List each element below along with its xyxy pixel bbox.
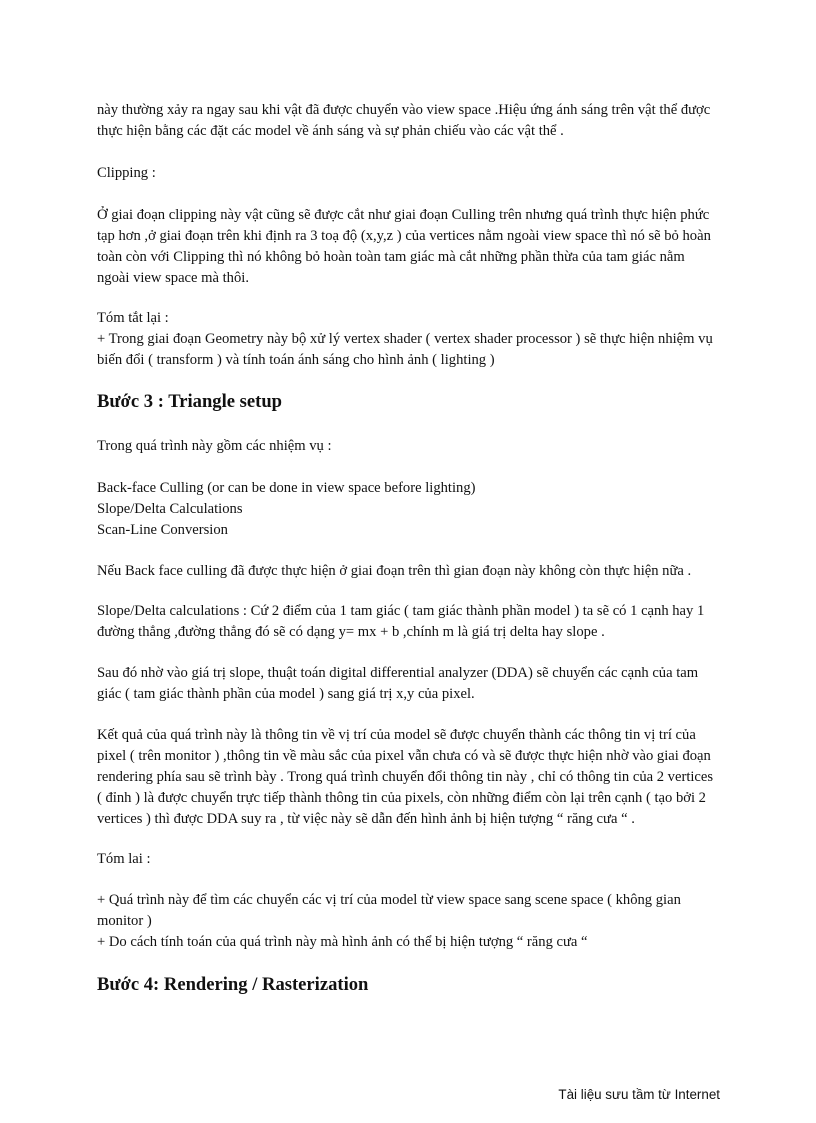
page-footer: Tài liệu sưu tầm từ Internet xyxy=(558,1087,720,1102)
paragraph-lighting: này thường xảy ra ngay sau khi vật đã được chuyển vào view space .Hiệu ứng ánh sáng trên vật thể được thực hiện bằng các đặt các model về ánh sáng và sự phản chiếu vào các vật thể . xyxy=(97,102,711,139)
paragraph-backface-note: Nếu Back face culling đã được thực hiện ở giai đoạn trên thì gian đoạn này không còn thực hiện nữa . xyxy=(97,563,692,579)
paragraph-summary-triangle: + Quá trình này để tìm các chuyển các vị trí của model từ view space sang scene space ( không gian monitor ) + Do cách tính toán của quá trình này mà hình ảnh có thể bị hiện tượng “ răng cưa “ xyxy=(97,892,681,950)
paragraph-summary-geometry: Tóm tắt lại : + Trong giai đoạn Geometry này bộ xử lý vertex shader ( vertex shader processor ) sẽ thực hiện nhiệm vụ biến đổi ( transform ) và tính toán ánh sáng cho hình ảnh ( lighting ) xyxy=(97,310,713,368)
paragraph-clipping: Ở giai đoạn clipping này vật cũng sẽ được cắt như giai đoạn Culling trên nhưng quá trình thực hiện phức tạp hơn ,ở giai đoạn trên khi định ra 3 toạ độ (x,y,z ) của vertices nằm ngoài view space thì nó sẽ bỏ hoàn toàn còn với Clipping thì nó không bỏ hoàn toàn tam giác mà cắt những phần thừa của tam giác nằm ngoài view space mà thôi. xyxy=(97,207,711,286)
paragraph-summary-label: Tóm lai : xyxy=(97,851,151,867)
paragraph-clipping-label: Clipping : xyxy=(97,165,156,181)
paragraph-slope-delta: Slope/Delta calculations : Cứ 2 điểm của 1 tam giác ( tam giác thành phần model ) ta sẽ có 1 cạnh hay 1 đường thẳng ,đường thẳng đó sẽ có dạng y= mx + b ,chính m là giá trị delta hay slope . xyxy=(97,603,705,640)
paragraph-tasks-intro: Trong quá trình này gồm các nhiệm vụ : xyxy=(97,438,332,454)
section-heading-rendering: Bước 4: Rendering / Rasterization xyxy=(97,974,369,995)
paragraph-result: Kết quả của quá trình này là thông tin về vị trí của model sẽ được chuyển thành các thông tin vị trí của pixel ( trên monitor ) ,thông tin về màu sắc của pixel vẫn chưa có và sẽ được thực hiện nhờ vào giai đoạn rendering phía sau sẽ trình bày . Trong quá trình chuyển đổi thông tin này , chỉ có thông tin của 2 vertices ( đỉnh ) là được chuyển trực tiếp thành thông tin của pixels, còn những điểm còn lại trên cạnh ( tạo bởi 2 vertices ) thì được DDA suy ra , từ việc này sẽ dẫn đến hình ảnh bị hiện tượng “ răng cưa “ . xyxy=(97,727,714,827)
section-heading-triangle-setup: Bước 3 : Triangle setup xyxy=(97,391,283,412)
paragraph-task-list: Back-face Culling (or can be done in view space before lighting) Slope/Delta Calculations Scan-Line Conversion xyxy=(97,480,476,538)
paragraph-dda: Sau đó nhờ vào giá trị slope, thuật toán digital differential analyzer (DDA) sẽ chuyển các cạnh của tam giác ( tam giác thành phần của model ) sang giá trị x,y của pixel. xyxy=(97,665,699,702)
